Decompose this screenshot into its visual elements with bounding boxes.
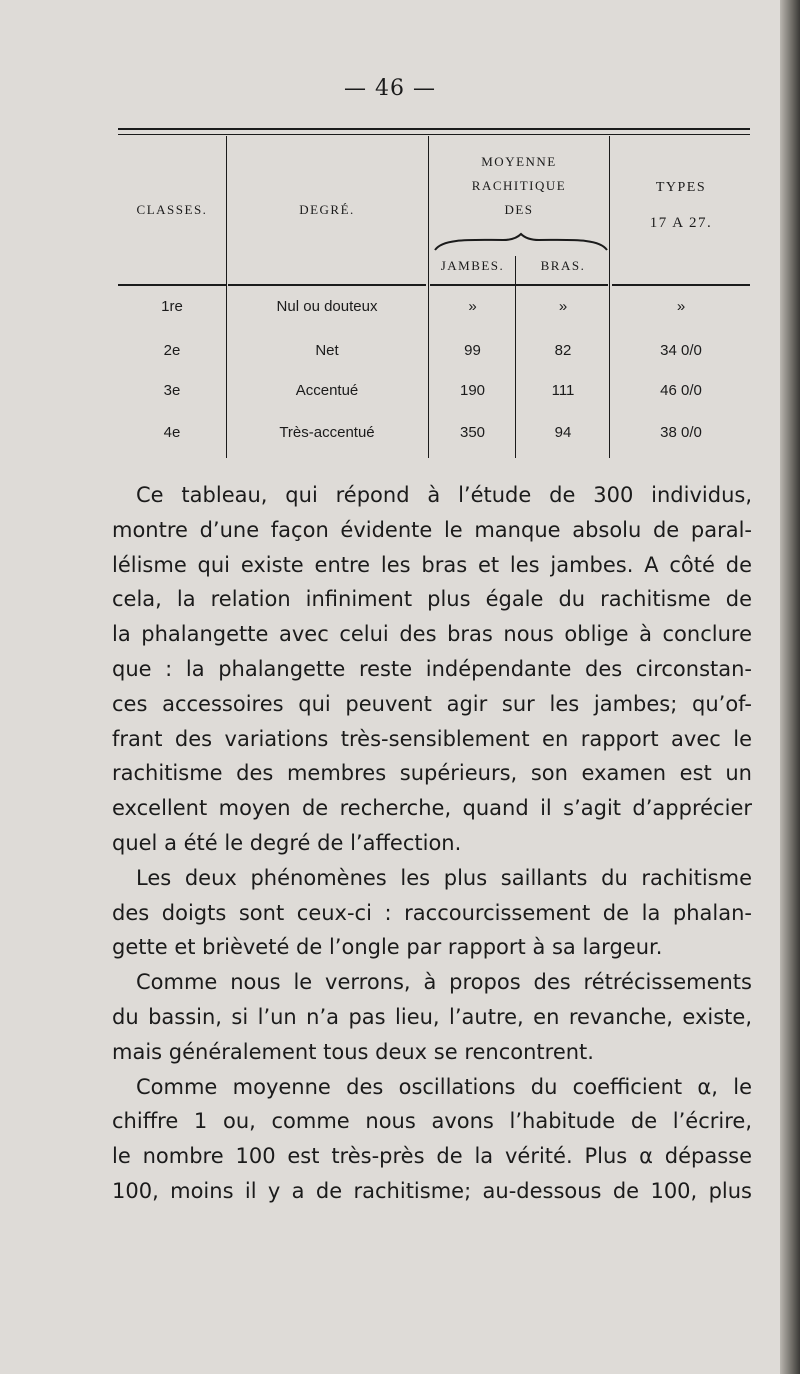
- cell-jambes: 190: [459, 382, 486, 399]
- paragraph: [112, 478, 752, 861]
- text-line: du bassin, si l’un n’a pas lieu, l’autre, en revanche, existe,: [112, 1004, 752, 1029]
- text-line: des doigts sont ceux-ci : raccourcissement de la phalan-: [112, 900, 752, 925]
- text-line: rachitisme des membres supérieurs, son examen est un: [112, 761, 752, 786]
- cell-types: 38 0/0: [660, 424, 702, 441]
- column-divider: [515, 256, 516, 458]
- cell-classe: 3e: [163, 382, 181, 399]
- header-moyenne-2: RACHITIQUE: [471, 178, 567, 193]
- column-divider: [226, 136, 227, 458]
- header-types-2: 17 A 27.: [649, 215, 713, 231]
- header-jambes: JAMBES.: [440, 258, 505, 273]
- header-moyenne-3: DES: [504, 202, 534, 217]
- text-line: 100, moins il y a de rachitisme; au-dessous de 100, plus: [112, 1178, 752, 1203]
- cell-classe: 1re: [161, 298, 183, 315]
- cell-degre: Net: [315, 342, 339, 359]
- cell-jambes: »: [468, 298, 477, 315]
- paragraph: [112, 965, 752, 1069]
- cell-degre: Accentué: [295, 382, 359, 399]
- text-line: Comme nous le verrons, à propos des rétrécissements: [136, 970, 752, 995]
- cell-types: 46 0/0: [660, 382, 702, 399]
- text-line: que : la phalangette reste indépendante des circonstan-: [112, 656, 752, 681]
- header-rule-4: [612, 284, 750, 286]
- cell-bras: »: [558, 298, 568, 315]
- text-line: Comme moyenne des oscillations du coefficient α, le: [136, 1074, 752, 1099]
- text-line: frant des variations très-sensiblement en rapport avec le: [112, 726, 752, 751]
- text-line: Ce tableau, qui répond à l’étude de 300 individus,: [136, 483, 752, 507]
- body-text: [112, 478, 752, 1209]
- cell-bras: 94: [554, 424, 572, 441]
- text-line: la phalangette avec celui des bras nous oblige à conclure: [112, 622, 752, 647]
- text-line: quel a été le degré de l’affection.: [112, 830, 462, 855]
- header-moyenne-1: MOYENNE: [481, 154, 557, 169]
- paragraph: [112, 1070, 752, 1209]
- text-line: montre d’une façon évidente le manque absolu de paral-: [112, 517, 752, 542]
- cell-jambes: 99: [464, 342, 481, 359]
- header-rule-1: [118, 284, 226, 286]
- cell-bras: 111: [551, 382, 575, 399]
- header-rule-3: [430, 284, 608, 286]
- text-line: mais généralement tous deux se rencontrent.: [112, 1039, 594, 1064]
- header-types-1: TYPES: [655, 180, 707, 195]
- header-degre: DEGRÉ.: [299, 202, 355, 217]
- cell-classe: 2e: [163, 342, 181, 359]
- text-line: le nombre 100 est très-près de la vérité. Plus α dépasse: [112, 1144, 752, 1169]
- paragraph: [112, 861, 752, 965]
- text-line: lélisme qui existe entre les bras et les jambes. A côté de: [112, 552, 752, 577]
- column-divider: [609, 136, 610, 458]
- cell-classe: 4e: [163, 424, 181, 441]
- column-divider: [428, 136, 429, 458]
- header-rule-2: [228, 284, 426, 286]
- text-line: chiffre 1 ou, comme nous avons l’habitude de l’écrire,: [112, 1109, 752, 1134]
- cell-degre: Nul ou douteux: [276, 298, 378, 315]
- text-line: ces accessoires qui peuvent agir sur les jambes; qu’of-: [112, 691, 752, 716]
- header-classes: CLASSES.: [136, 202, 208, 217]
- text-line: excellent moyen de recherche, quand il s’agit d’apprécier: [112, 796, 752, 821]
- header-bras: BRAS.: [540, 258, 586, 273]
- header-brace: [433, 232, 609, 254]
- cell-jambes: 350: [459, 424, 486, 441]
- text-line: gette et brièveté de l’ongle par rapport à sa largeur.: [112, 935, 663, 960]
- cell-bras: 82: [554, 342, 572, 359]
- text-line: cela, la relation infiniment plus égale du rachitisme de: [112, 587, 752, 612]
- table-top-rule-2: [118, 134, 750, 135]
- page-number: — 46 —: [344, 76, 436, 101]
- cell-types: 34 0/0: [660, 342, 702, 359]
- cell-types: »: [676, 298, 686, 315]
- table-top-rule: [118, 128, 750, 130]
- cell-degre: Très-accentué: [279, 424, 375, 441]
- page-edge: [780, 0, 800, 1374]
- text-line: Les deux phénomènes les plus saillants du rachitisme: [136, 865, 752, 890]
